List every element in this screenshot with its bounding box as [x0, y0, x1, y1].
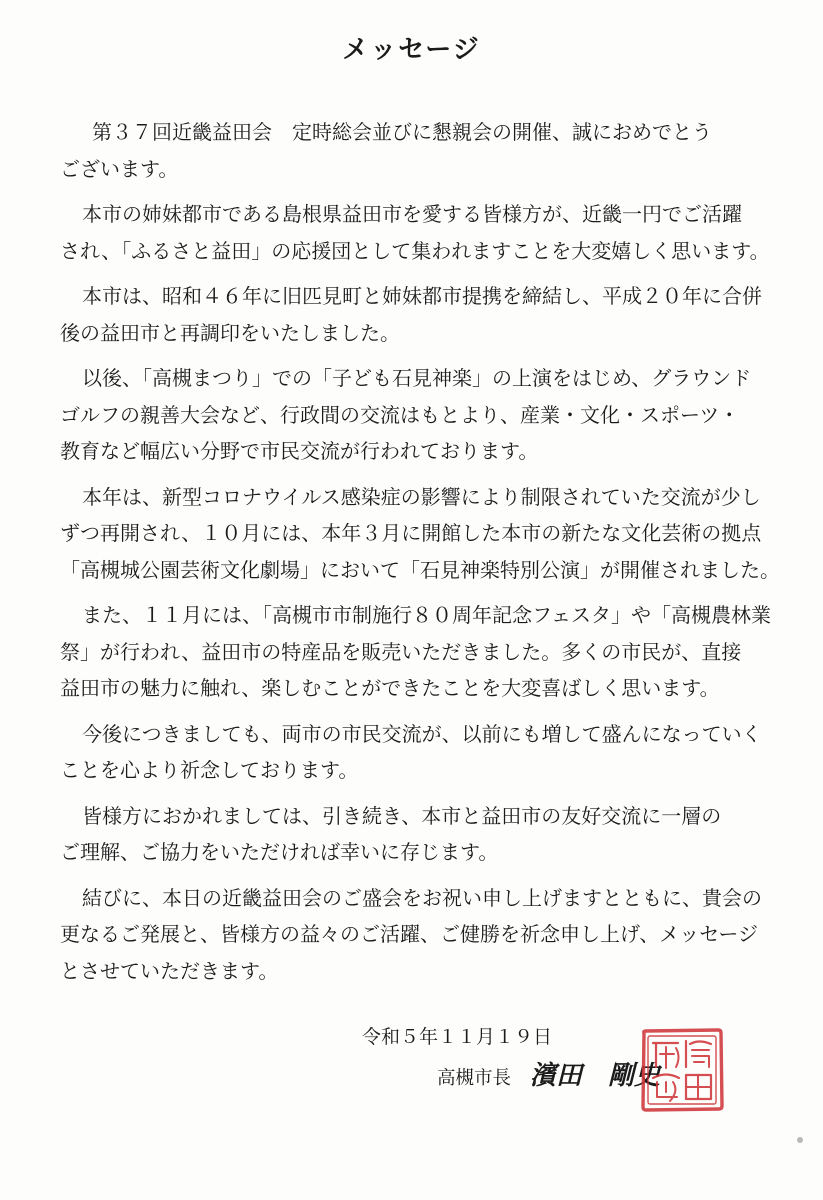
text-line: 益田市の魅力に触れ、楽しむことができたことを大変喜ばしく思います。 — [60, 676, 720, 700]
signer-name: 濱田 剛史 — [530, 1061, 661, 1091]
text-line: 教育など幅広い分野で市民交流が行われております。 — [60, 439, 539, 463]
text-line: また、１１月には、「高槻市市制施行８０周年記念フェスタ」や「高槻農林業 — [82, 603, 771, 627]
paragraph — [60, 114, 790, 187]
text-line: 第３７回近畿益田会 定時総会並びに懇親会の開催、誠におめでとう — [92, 120, 712, 144]
text-line: ゴルフの親善大会など、行政間の交流はもとより、産業・文化・スポーツ・ — [60, 402, 740, 427]
paragraph — [60, 716, 790, 789]
text-line: 皆様方におかれましては、引き続き、本市と益田市の友好交流に一層の — [82, 803, 722, 828]
text-line: ございます。 — [60, 156, 179, 181]
text-line: とさせていただきます。 — [60, 958, 279, 983]
letter-body — [60, 114, 790, 998]
text-line: され、「ふるさと益田」の応援団として集われますことを大変嬉しく思います。 — [60, 238, 770, 263]
text-line: 後の益田市と再調印をいたしました。 — [60, 320, 400, 345]
text-line: 本年は、新型コロナウイルス感染症の影響により制限されていた交流が少し — [82, 484, 761, 509]
paragraph — [60, 278, 790, 351]
signature-block — [437, 1058, 660, 1097]
text-line: 本市の姉妹都市である島根県益田市を愛する皆様方が、近畿一円でご活躍 — [82, 202, 742, 226]
signer-title: 高槻市長 — [437, 1068, 512, 1089]
paragraph — [60, 196, 790, 269]
paragraph — [60, 360, 790, 470]
text-line: 更なるご発展と、皆様方の益々のご活躍、ご健勝を祈念申し上げ、メッセージ — [60, 922, 758, 946]
text-line: 結びに、本日の近畿益田会のご盛会をお祝い申し上げますとともに、貴会の — [82, 885, 762, 910]
text-line: 「高槻城公園芸術文化劇場」において「石見神楽特別公演」が開催されました。 — [60, 557, 780, 582]
seal-stamp-icon — [638, 1026, 726, 1114]
text-line: ずつ再開され、１０月には、本年３月に開館した本市の新たな文化芸術の拠点 — [60, 521, 762, 545]
scan-speck — [797, 1137, 803, 1143]
paragraph — [60, 479, 790, 589]
letter-date: 令和５年１１月１９日 — [362, 1026, 553, 1048]
text-line: 以後、「高槻まつり」での「子ども石見神楽」の上演をはじめ、グラウンド — [82, 366, 752, 390]
text-line: 本市は、昭和４６年に旧匹見町と姉妹都市提携を締結し、平成２０年に合併 — [82, 284, 762, 308]
text-line: ことを心より祈念しております。 — [60, 758, 359, 782]
text-line: 今後につきましても、両市の市民交流が、以前にも増して盛んになっていく — [82, 721, 762, 746]
paragraph — [60, 798, 790, 871]
paragraph — [60, 880, 790, 990]
paragraph — [60, 597, 790, 707]
text-line: ご理解、ご協力をいただければ幸いに存じます。 — [60, 840, 499, 864]
text-line: 祭」が行われ、益田市の特産品を販売いただきました。多くの市民が、直接 — [60, 639, 742, 664]
page-title: メッセージ — [342, 35, 481, 65]
